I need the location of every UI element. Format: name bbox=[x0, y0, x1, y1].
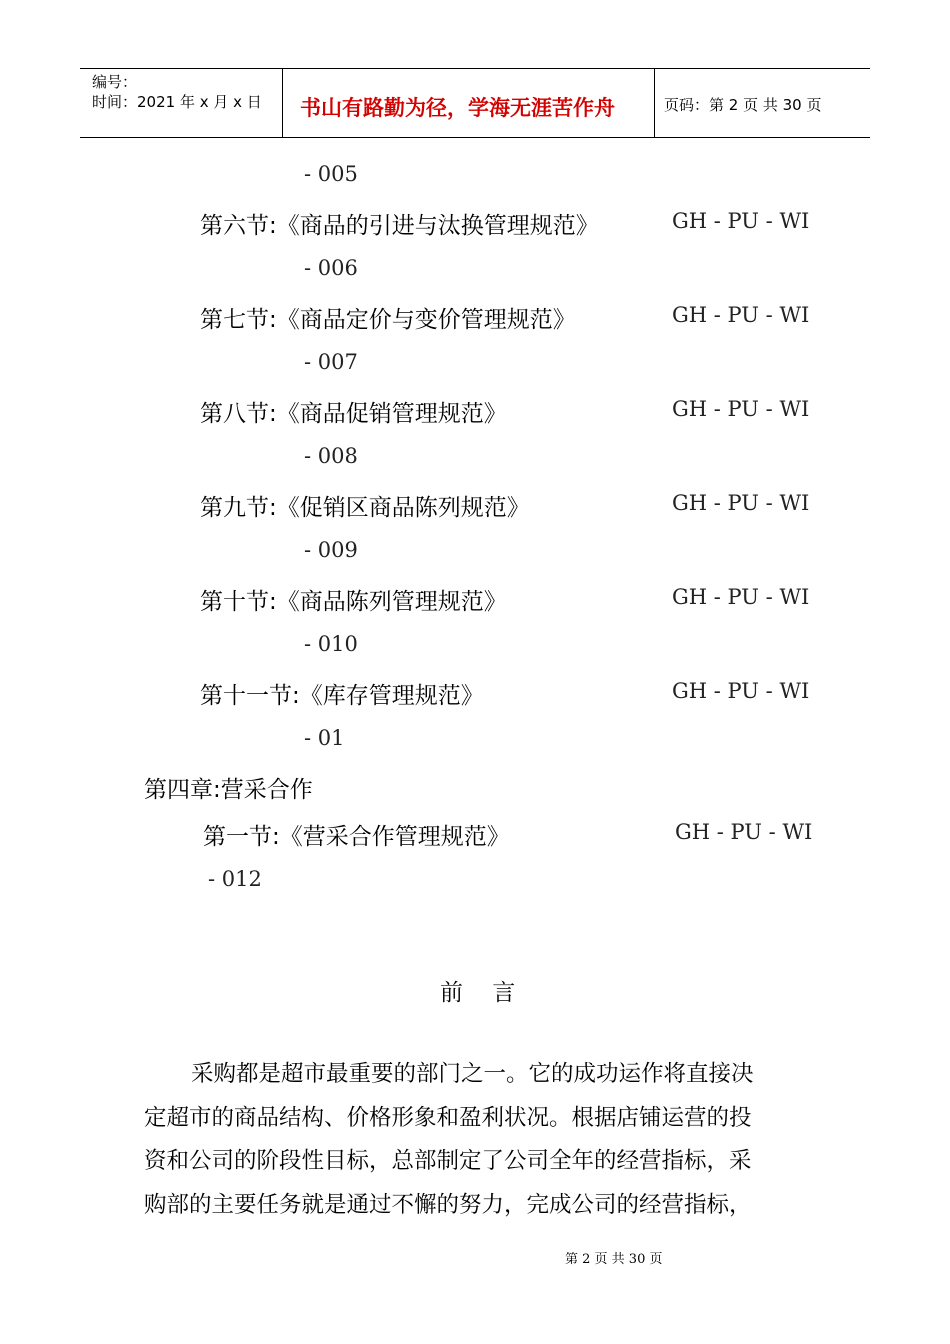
header-divider bbox=[654, 69, 655, 137]
toc-section-number: - 010 bbox=[304, 632, 358, 656]
toc-section-code: GH - PU - WI bbox=[672, 585, 810, 609]
preface-line: 定超市的商品结构、价格形象和盈利状况。根据店铺运营的投 bbox=[144, 1104, 752, 1131]
toc-section-code: GH - PU - WI bbox=[672, 397, 810, 421]
toc-section-number: - 006 bbox=[304, 256, 358, 280]
toc-section-code: GH - PU - WI bbox=[672, 491, 810, 515]
toc-section-title: 第八节:《商品促销管理规范》 bbox=[200, 401, 507, 427]
toc-section-code: GH - PU - WI bbox=[675, 820, 813, 844]
toc-section-code: GH - PU - WI bbox=[672, 209, 810, 233]
preface-line: 购部的主要任务就是通过不懈的努力，完成公司的经营指标， bbox=[144, 1191, 752, 1218]
document-header bbox=[80, 68, 870, 138]
preface-line: 资和公司的阶段性目标，总部制定了公司全年的经营指标，采 bbox=[144, 1148, 752, 1174]
toc-section-title: 第十节:《商品陈列管理规范》 bbox=[200, 589, 507, 615]
toc-section-code: GH - PU - WI bbox=[672, 679, 810, 703]
toc-section-code: GH - PU - WI bbox=[672, 303, 810, 327]
toc-chapter-title: 第四章:营采合作 bbox=[144, 777, 313, 803]
header-motto: 书山有路勤为径，学海无涯苦作舟 bbox=[300, 96, 615, 120]
preface-line: 采购都是超市最重要的部门之一。它的成功运作将直接决 bbox=[191, 1061, 754, 1087]
preface-body bbox=[144, 1053, 754, 1227]
toc-section-number: - 008 bbox=[304, 444, 358, 468]
document-number-label: 编号： bbox=[92, 73, 138, 91]
toc-section-title: 第七节:《商品定价与变价管理规范》 bbox=[200, 307, 576, 333]
toc-section-title: 第九节:《促销区商品陈列规范》 bbox=[200, 495, 530, 521]
header-page-info: 页码：第 2 页 共 30 页 bbox=[664, 96, 822, 114]
header-divider bbox=[282, 69, 283, 137]
toc-section-number: - 01 bbox=[304, 726, 345, 750]
toc-section-number: - 012 bbox=[208, 867, 262, 891]
toc-section-title: 第十一节:《库存管理规范》 bbox=[200, 683, 484, 709]
page-footer: 第 2 页 共 30 页 bbox=[565, 1252, 663, 1267]
preface-title: 前 言 bbox=[440, 980, 516, 1006]
toc-section-number: - 009 bbox=[304, 538, 358, 562]
toc-section-title: 第六节:《商品的引进与汰换管理规范》 bbox=[200, 213, 599, 239]
toc-section-number: - 007 bbox=[304, 350, 358, 374]
document-date: 时间：2021 年 x 月 x 日 bbox=[92, 93, 262, 111]
toc-section-number: - 005 bbox=[304, 162, 358, 186]
toc-section-title: 第一节:《营采合作管理规范》 bbox=[203, 824, 510, 850]
